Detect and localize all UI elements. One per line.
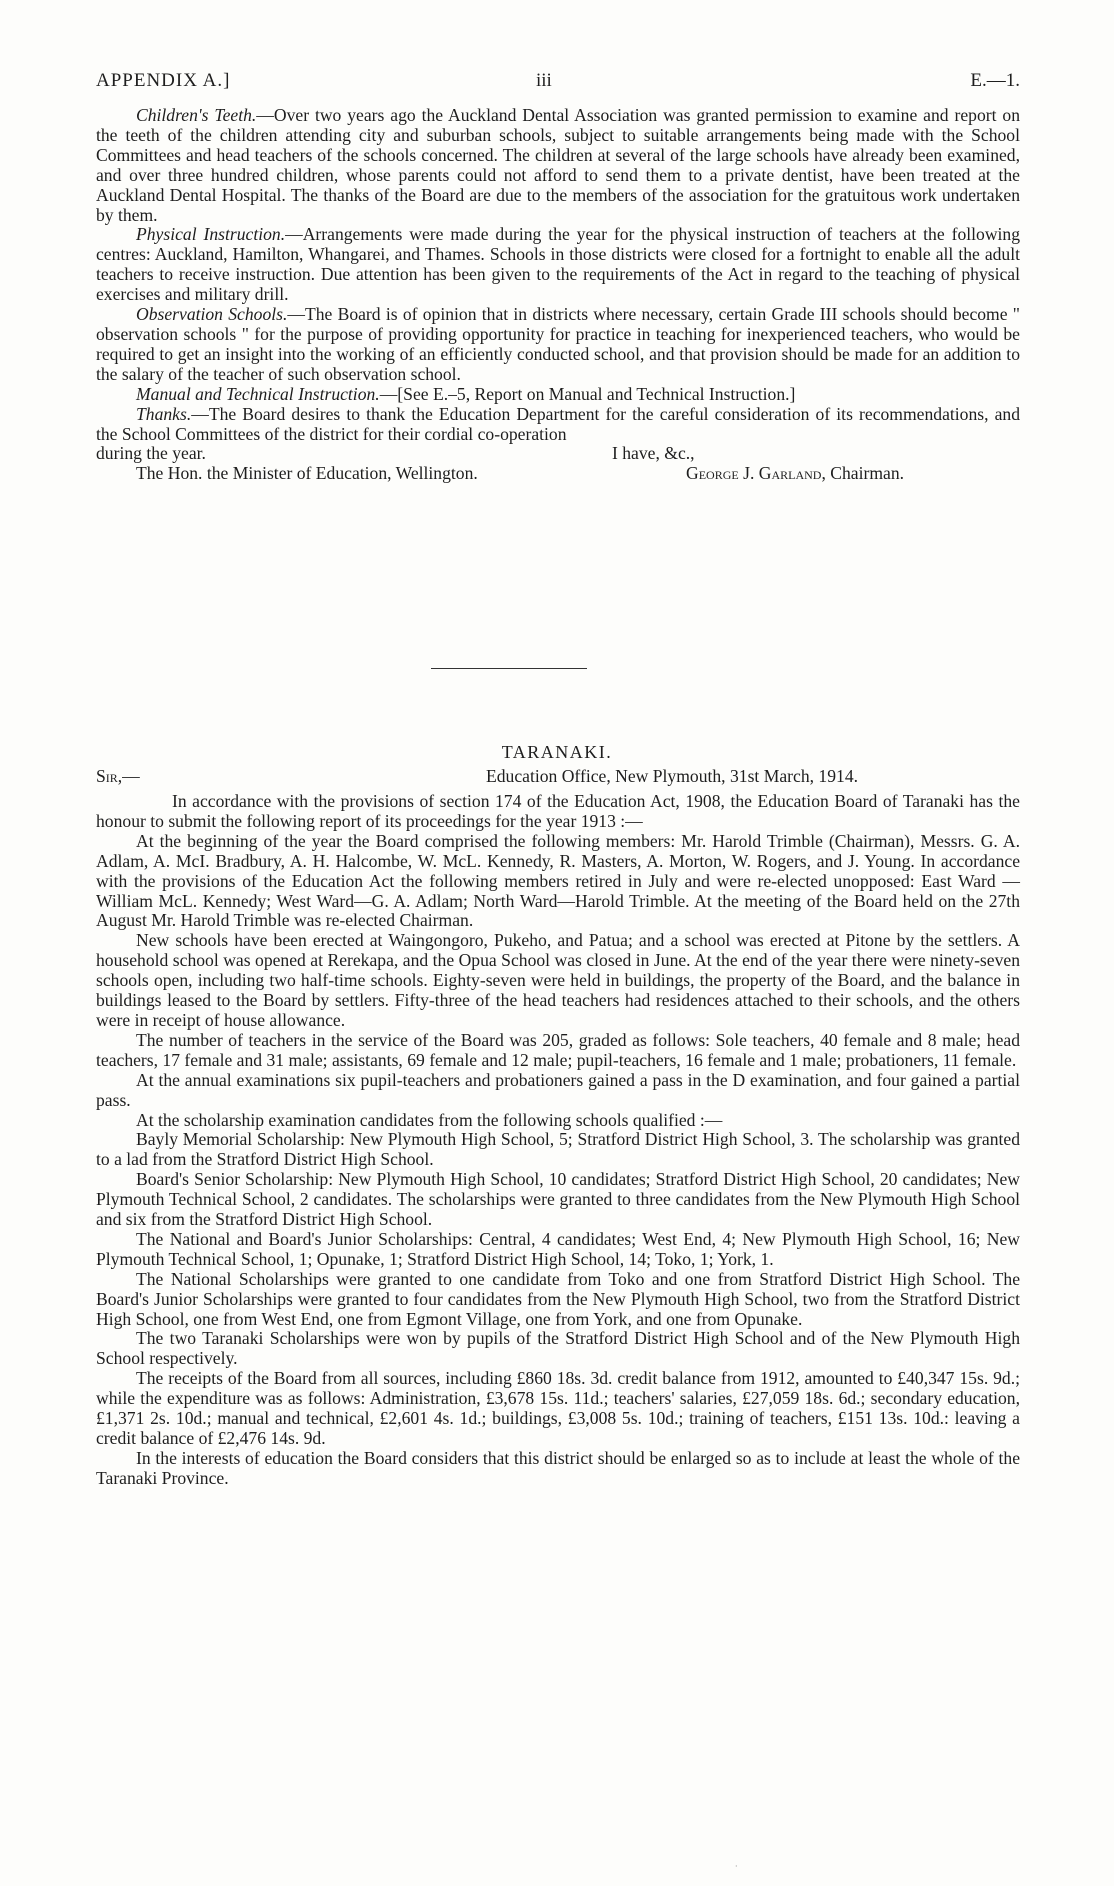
section-divider — [431, 668, 587, 669]
paragraph-heading: Thanks. — [136, 403, 192, 424]
paragraph-text: —The Board desires to thank the Education Department for the careful consideration of its recommendations, and the School Committees of the district for their cordial co-operation — [96, 403, 1020, 444]
report-paragraph: In the interests of education the Board considers that this district should be enlarged so as to include at least the whole of the Taranaki Province. — [96, 1447, 1020, 1488]
appendix-label: APPENDIX A.] — [96, 70, 231, 91]
paragraph-observation-schools — [96, 305, 1020, 385]
report-paragraph: Board's Senior Scholarship: New Plymouth High School, 10 candidates; Stratford District High School, 20 candidates; New Plymouth Technical School, 2 candidates. The scholarships were granted to three candidates from the New Plymouth High School and six from the Stratford District High School. — [96, 1169, 1020, 1230]
paragraph-heading: Physical Instruction. — [136, 224, 286, 245]
paragraph-text: —The Board is of opinion that in districts where necessary, certain Grade III schools should become " observation schools " for the purpose of providing opportunity for practice in teaching for inexperienced teachers, who would be required to get an insight into the working of an efficiently conducted school, and that provision should be made for an addition to the salary of the teacher of such observation school. — [96, 304, 1020, 384]
dateline: Education Office, New Plymouth, 31st March, 1914. — [486, 766, 859, 786]
report-paragraph: New schools have been erected at Waingongoro, Pukeho, and Patua; and a school was erected at Pitone by the settlers. A household school was opened at Rerekapa, and the Opua School was closed in June. At the end of the year there were ninety-seven schools open, including two half-time schools. Eighty-seven were held in buildings, the property of the Board, and the balance in buildings leased to the Board by settlers. Fifty-three of the head teachers had residences attached to their schools, and the others were in receipt of house allowance. — [96, 930, 1020, 1030]
report-paragraph: Bayly Memorial Scholarship: New Plymouth High School, 5; Stratford District High School, 3. The scholarship was granted to a lad from the Stratford District High School. — [96, 1129, 1020, 1170]
paragraph-heading: Observation Schools. — [136, 304, 288, 325]
paragraph-childrens-teeth — [96, 106, 1020, 225]
report-paragraph: The two Taranaki Scholarships were won by pupils of the Stratford District High School and of the New Plymouth High School respectively. — [96, 1328, 1020, 1369]
paragraph-heading: Manual and Technical Instruction. — [136, 383, 380, 404]
paragraph-heading: Children's Teeth. — [136, 105, 257, 125]
closing-row — [96, 444, 1020, 464]
report-paragraph: At the scholarship examination candidates from the following schools qualified :— — [136, 1109, 723, 1130]
report-paragraph: In accordance with the provisions of section 174 of the Education Act, 1908, the Education Board of Taranaki has the honour to submit the following report of its proceedings for the year 1913 :— — [96, 791, 1020, 831]
paragraph-thanks — [96, 405, 1020, 445]
signatory-name: George J. Garland — [686, 463, 822, 484]
valediction: I have, &c., — [612, 443, 695, 464]
report-paragraph: At the annual examinations six pupil-teachers and probationers gained a pass in the D examination, and four gained a partial pass. — [96, 1069, 1020, 1110]
report-paragraph: The receipts of the Board from all sources, including £860 18s. 3d. credit balance from 1912, amounted to £40,347 15s. 9d.; while the expenditure was as follows: Administration, £3,678 15s. 11d.; teachers' salaries, £27,059 18s. 6d.; secondary education, £1,371 2s. 10d.; manual and technical, £2,601 4s. 1d.; buildings, £3,008 5s. 10d.; training of teachers, £151 13s. 10d.: leaving a credit balance of £2,476 14s. 9d. — [96, 1368, 1020, 1448]
print-speck: · — [735, 1862, 738, 1871]
report-paragraph: At the beginning of the year the Board comprised the following members: Mr. Harold Trimble (Chairman), Messrs. G. A. Adlam, A. McI. Bradbury, A. H. Halcombe, W. McL. Kennedy, R. Masters, A. Morton, W. Rogers, and J. Young. In accordance with the provisions of the Education Act the following members retired in July and were re-elected unopposed: East Ward —William McL. Kennedy; West Ward—G. A. Adlam; North Ward—Harold Trimble. At the meeting of the Board held on the 27th August Mr. Harold Trimble was re-elected Chairman. — [96, 830, 1020, 931]
page-number: iii — [536, 70, 552, 91]
paragraph-text: —[See E.–5, Report on Manual and Technical Instruction.] — [379, 383, 796, 404]
signature — [686, 464, 904, 484]
document-reference: E.—1. — [970, 70, 1020, 91]
report-paragraph: The National Scholarships were granted to one candidate from Toko and one from Stratford District High School. The Board's Junior Scholarships were granted to four candidates from the New Plymouth High School, two from the Stratford District High School, one from West End, one from Egmont Village, one from York, and one from Opunake. — [96, 1268, 1020, 1329]
report-paragraph: The number of teachers in the service of the Board was 205, graded as follows: Sole teachers, 40 female and 8 male; head teachers, 17 female and 31 male; assistants, 69 female and 12 male; pupil-teachers, 16 female and 1 male; probationers, 11 female. — [96, 1029, 1020, 1070]
salutation-row — [96, 766, 1020, 788]
taranaki-report — [96, 792, 1020, 1489]
closing-text: during the year. — [96, 443, 206, 464]
paragraph-text: —Over two years ago the Auckland Dental Association was granted permission to examine and report on the teeth of the children attending city and suburban schools, subject to suitable arrangements being made with the School Committees and head teachers of the schools concerned. The children at several of the large schools have already been examined, and over three hundred children, whose parents could not afford to send them to a private dentist, have been treated at the Auckland Dental Hospital. The thanks of the Board are due to the members of the association for the gratuitous work undertaken by them. — [96, 105, 1020, 225]
auckland-report-end — [96, 106, 1020, 484]
page-header — [96, 70, 1020, 100]
salutation: Sir,— — [96, 766, 140, 786]
report-paragraph: The National and Board's Junior Scholarships: Central, 4 candidates; West End, 4; New Plymouth High School, 16; New Plymouth Technical School, 1; Opunake, 1; Stratford District High School, 14; Toko, 1; York, 1. — [96, 1228, 1020, 1269]
recipient: The Hon. the Minister of Education, Wellington. — [136, 463, 478, 484]
section-title: TARANAKI. — [501, 742, 613, 762]
signatory-title: , Chairman. — [821, 463, 905, 484]
paragraph-physical-instruction — [96, 225, 1020, 305]
paragraph-text: —Arrangements were made during the year for the physical instruction of teachers at the following centres: Auckland, Hamilton, Whangarei, and Thames. Schools in those districts were closed for a fortnight to enable all the adult teachers to receive instruction. Due attention has been given to the requirements of the Act in regard to the teaching of physical exercises and military drill. — [96, 224, 1021, 305]
paragraph-manual-technical — [96, 385, 1020, 405]
signature-row — [96, 464, 1020, 484]
